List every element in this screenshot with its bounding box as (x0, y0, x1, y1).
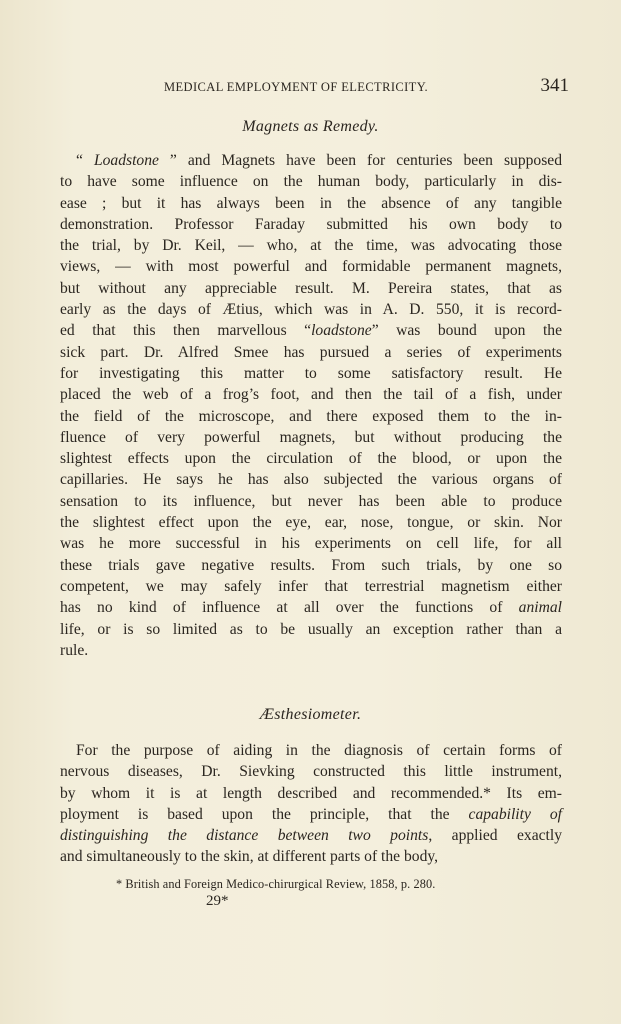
text-line (60, 825, 562, 846)
signature-mark: 29* (206, 893, 229, 909)
text-run: ployment is based upon the principle, that the (60, 805, 469, 823)
text-line: sick part. Dr. Alfred Smee has pursued a series of experiments (60, 343, 562, 361)
text-line: the trial, by Dr. Keil, — who, at the time, was advocating those (60, 237, 562, 255)
text-line: For the purpose of aiding in the diagnosis of certain forms of (76, 742, 562, 759)
paragraph-magnets (60, 150, 562, 661)
text-line (60, 150, 562, 171)
italic-run: animal (518, 599, 562, 617)
text-line: was he more successful in his experiments on cell life, for all (60, 535, 562, 553)
text-run: , applied exactly (428, 827, 562, 845)
text-run: ” and Magnets have been for centuries been supposed (158, 152, 562, 169)
text-line: nervous diseases, Dr. Sievking constructed this little instrument, (60, 763, 562, 781)
text-line: fluence of very powerful magnets, but without producing the (60, 428, 562, 446)
section-heading-aesthesiometer: Æsthesiometer. (259, 706, 362, 723)
page-number: 341 (540, 75, 569, 96)
italic-run: capability of (468, 805, 562, 823)
running-title: MEDICAL EMPLOYMENT OF ELECTRICITY. (164, 80, 429, 94)
text-line: capillaries. He says he has also subjected the various organs of (60, 471, 562, 489)
text-line: and simultaneously to the skin, at different parts of the body, (60, 848, 439, 866)
text-line (60, 804, 562, 825)
italic-run: loadstone (311, 322, 372, 340)
section-heading-magnets: Magnets as Remedy. (242, 118, 379, 135)
text-line: life, or is so limited as to be usually an exception rather than a (60, 620, 562, 638)
text-line: but without any appreciable result. M. Pereira states, that as (60, 279, 562, 297)
text-line: to have some influence on the human body, particularly in dis- (60, 173, 562, 191)
text-line: views, — with most powerful and formidable permanent magnets, (60, 258, 562, 276)
text-line: placed the web of a frog’s foot, and then the tail of a fish, under (60, 386, 562, 404)
italic-run: Loadstone (93, 152, 159, 169)
text-line: demonstration. Professor Faraday submitted his own body to (60, 215, 562, 233)
text-line: the slightest effect upon the eye, ear, nose, tongue, or skin. Nor (60, 514, 562, 532)
text-line: early as the days of Ætius, which was in A. D. 550, it is record- (60, 301, 562, 319)
text-line: competent, we may safely infer that terrestrial magnetism either (60, 577, 562, 595)
text-line: these trials gave negative results. From such trials, by one so (60, 556, 562, 574)
text-line: by whom it is at length described and recommended.* Its em- (60, 784, 562, 802)
text-line (60, 597, 562, 618)
text-run: ed that this then marvellous “ (60, 322, 312, 340)
text-line: for investigating this matter to some satisfactory result. He (60, 364, 562, 382)
paragraph-aesthesiometer (60, 740, 562, 868)
text-line: ease ; but it has always been in the absence of any tangible (60, 194, 562, 212)
text-run: has no kind of influence at all over the functions of (60, 599, 519, 617)
footnote: * British and Foreign Medico-chirurgical Review, 1858, p. 280. (116, 877, 436, 891)
text-line: slightest effects upon the circulation of the blood, or upon the (60, 450, 562, 468)
text-run: “ (76, 152, 94, 169)
italic-run: distinguishing the distance between two points (60, 827, 429, 845)
text-line (60, 320, 562, 341)
text-line: sensation to its influence, but never has been able to produce (60, 492, 562, 510)
text-line: the field of the microscope, and there exposed them to the in- (60, 407, 562, 425)
text-run: ” was bound upon the (371, 322, 562, 340)
text-line: rule. (60, 641, 89, 659)
